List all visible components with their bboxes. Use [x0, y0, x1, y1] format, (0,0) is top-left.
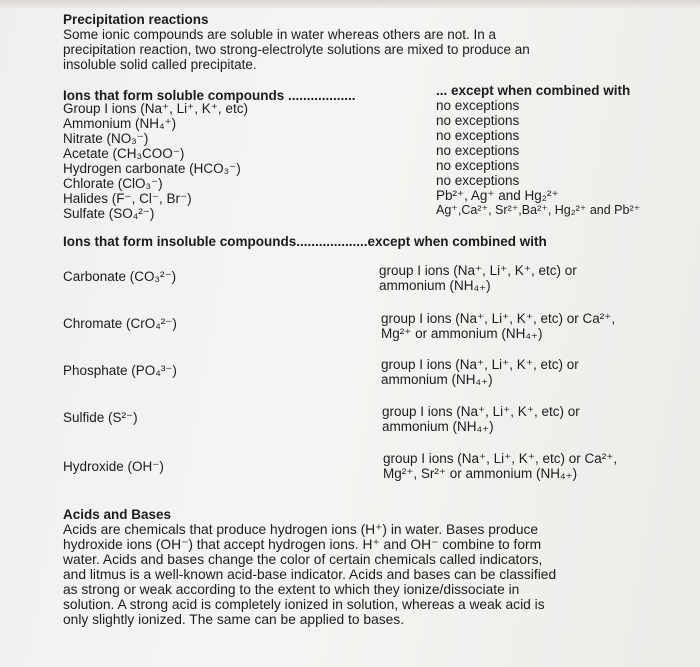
insoluble-exception-chromate: group I ions (Na⁺, Li⁺, K⁺, etc) or Ca²⁺, Mg²⁺ or ammonium (NH₄₊) [381, 311, 616, 341]
page-top-edge [0, 0, 700, 8]
acids-line: Acids are chemicals that produce hydrogen ions (H⁺) in water. Bases produce [63, 522, 539, 537]
section-title-acids-bases: Acids and Bases [63, 507, 172, 522]
soluble-heading: Ions that form soluble compounds .................. [63, 88, 356, 103]
insoluble-ion-hydroxide: Hydroxide (OH⁻) [63, 459, 164, 474]
intro-line: Some ionic compounds are soluble in water whereas others are not. In a [63, 27, 496, 42]
insoluble-ion-sulfide: Sulfide (S²⁻) [63, 410, 138, 425]
acids-line: solution. A strong acid is completely ionized in solution, whereas a weak acid is [63, 597, 545, 612]
soluble-ion-list [63, 101, 248, 221]
insoluble-exception-phosphate: group I ions (Na⁺, Li⁺, K⁺, etc) or ammonium (NH₄₊) [381, 357, 579, 387]
soluble-ion: Ammonium (NH₄⁺) [63, 116, 177, 131]
acids-paragraph [63, 522, 556, 627]
intro-line: insoluble solid called precipitate. [63, 57, 257, 72]
soluble-exception-list [436, 98, 640, 218]
intro-paragraph [63, 27, 530, 72]
acids-line: water. Acids and bases change the color of certain chemicals called indicators, [63, 552, 543, 567]
soluble-ion: Acetate (CH₃COO⁻) [63, 146, 185, 161]
acids-line: hydroxide ions (OH⁻) that accept hydrogen ions. H⁺ and OH⁻ combine to form [63, 537, 542, 552]
insoluble-exception-hydroxide: group I ions (Na⁺, Li⁺, K⁺, etc) or Ca²⁺, Mg²⁺, Sr²⁺ or ammonium (NH₄₊) [383, 451, 618, 481]
soluble-exception: no exceptions [436, 113, 520, 128]
soluble-ion: Nitrate (NO₃⁻) [63, 131, 149, 146]
insoluble-ion-phosphate: Phosphate (PO₄³⁻) [63, 363, 177, 378]
insoluble-ion-chromate: Chromate (CrO₄²⁻) [63, 316, 177, 331]
soluble-exception: no exceptions [436, 173, 520, 188]
soluble-ion: Halides (F⁻, Cl⁻, Br⁻) [63, 191, 192, 206]
intro-line: precipitation reaction, two strong-electrolyte solutions are mixed to produce an [63, 42, 530, 57]
soluble-exception: no exceptions [436, 128, 520, 143]
acids-line: and litmus is a well-known acid-base indicator. Acids and bases can be classified [63, 567, 557, 582]
soluble-exception: no exceptions [436, 98, 520, 113]
soluble-except-heading: ... except when combined with [436, 83, 631, 98]
insoluble-exception-sulfide: group I ions (Na⁺, Li⁺, K⁺, etc) or ammonium (NH₄₊) [382, 404, 580, 434]
acids-line: as strong or weak according to the extent to which they ionize/dissociate in [63, 582, 520, 597]
soluble-ion: Sulfate (SO₄²⁻) [63, 206, 155, 221]
soluble-ion: Chlorate (ClO₃⁻) [63, 176, 163, 191]
insoluble-ion-carbonate: Carbonate (CO₃²⁻) [63, 269, 177, 284]
soluble-exception: Pb²⁺, Ag⁺ and Hg₂²⁺ [436, 188, 559, 203]
insoluble-heading: Ions that form insoluble compounds...................except when combined with [63, 234, 547, 249]
section-title-precipitation: Precipitation reactions [63, 12, 209, 27]
acids-line: only slightly ionized. The same can be applied to bases. [63, 612, 405, 627]
soluble-exception: Ag⁺,Ca²⁺, Sr²⁺,Ba²⁺, Hg₂²⁺ and Pb²⁺ [436, 203, 641, 217]
soluble-exception: no exceptions [436, 158, 520, 173]
soluble-exception: no exceptions [436, 143, 520, 158]
insoluble-exception-carbonate: group I ions (Na⁺, Li⁺, K⁺, etc) or ammonium (NH₄₊) [379, 263, 577, 293]
soluble-ion: Hydrogen carbonate (HCO₃⁻) [63, 161, 241, 176]
soluble-ion: Group I ions (Na⁺, Li⁺, K⁺, etc) [63, 101, 248, 116]
